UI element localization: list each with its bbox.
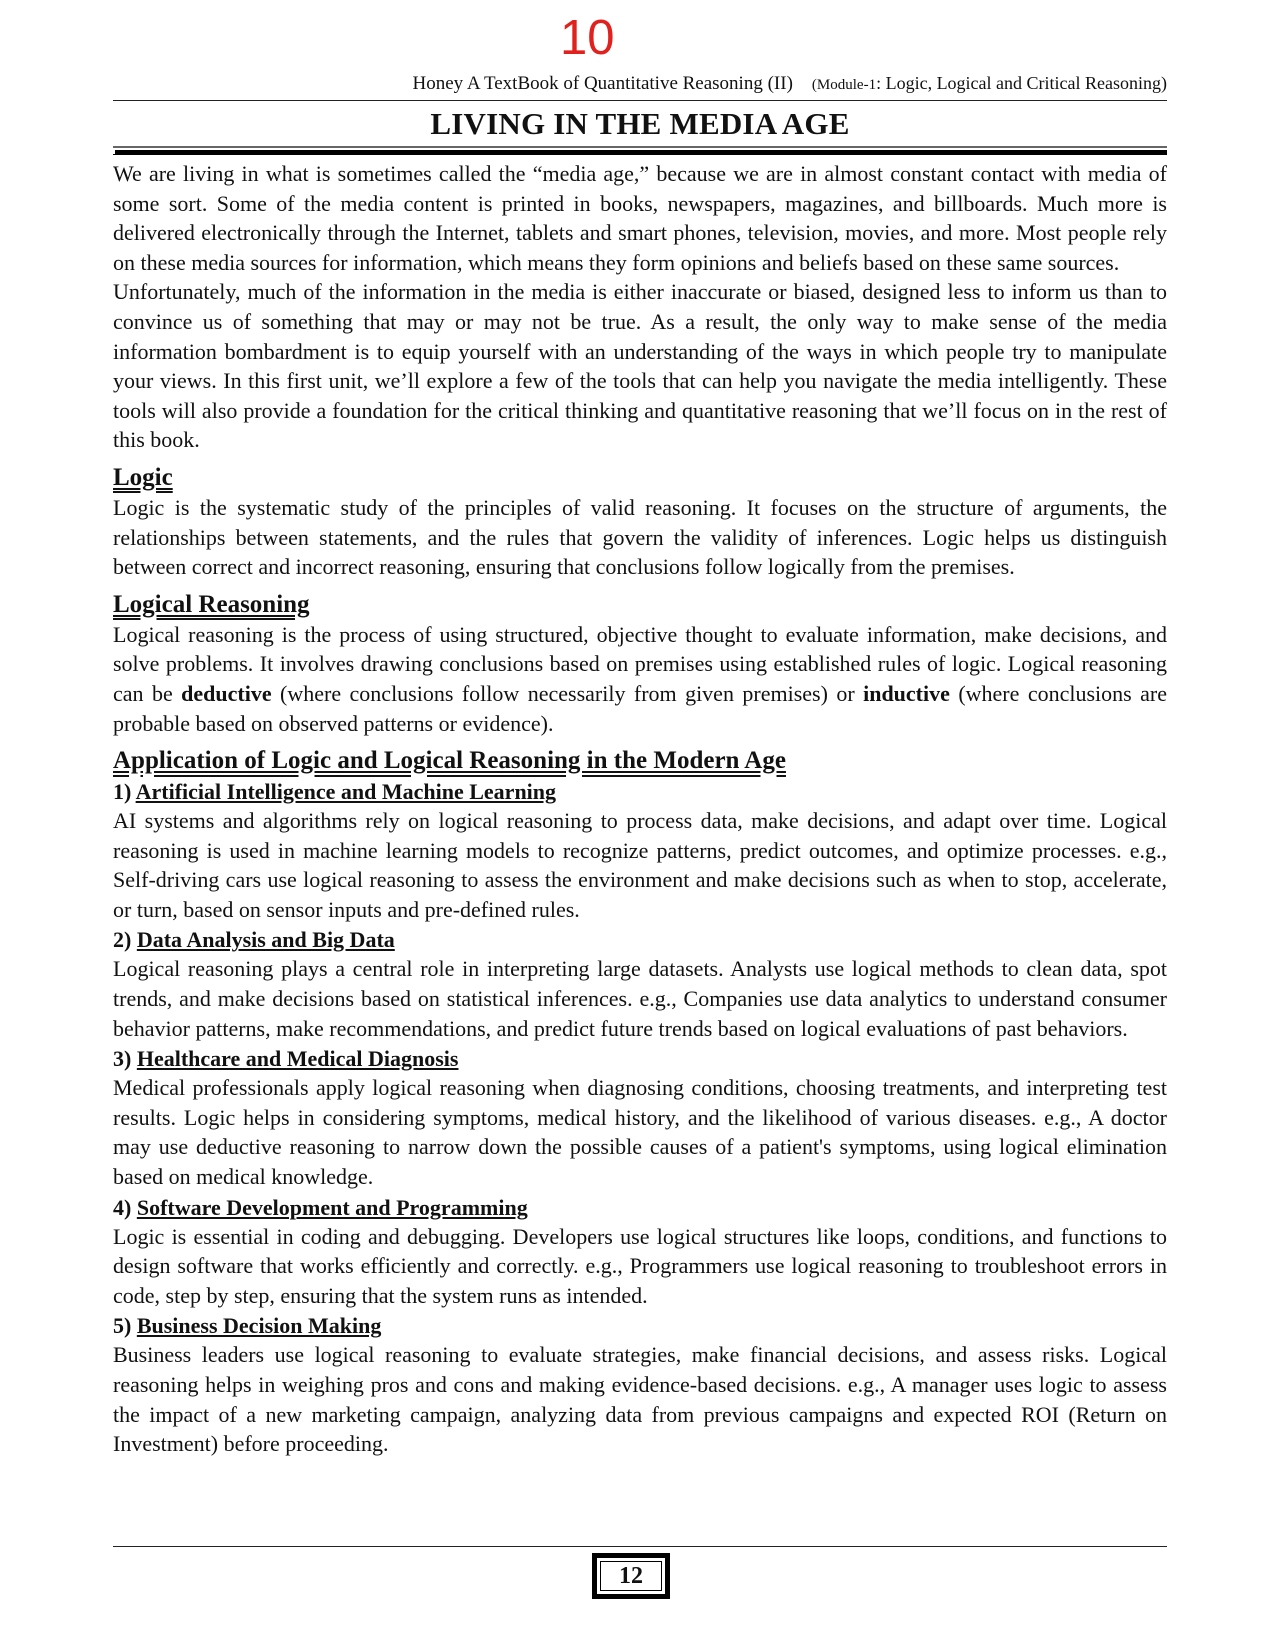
application-heading: 4) Software Development and Programming xyxy=(113,1194,528,1220)
page-content xyxy=(113,159,1167,1459)
application-item xyxy=(113,777,1167,924)
module-number: Module-1 xyxy=(816,77,877,93)
page-number-box xyxy=(592,1553,670,1599)
logical-reasoning-section xyxy=(113,585,1167,738)
intro-paragraph-1: We are living in what is sometimes called the “media age,” because we are in almost constant contact with media of some sort. Some of the media content is printed in books, newspapers, magazines, and billboards. Much more is delivered electronically through the Internet, tablets and smart phones, television, movies, and more. Most people rely on these media sources for information, which means they form opinions and beliefs based on these same sources. xyxy=(113,161,1167,275)
application-item xyxy=(113,1193,1167,1311)
application-body: AI systems and algorithms rely on logical reasoning to process data, make decisions, and adapt over time. Logical reasoning is used in machine learning models to recognize patterns, predict outcomes, and optimize processes. e.g., Self-driving cars use logical reasoning to assess the environment and make decisions such as when to stop, accelerate, or turn, based on sensor inputs and pre-defined rules. xyxy=(113,808,1167,922)
logic-body: Logic is the systematic study of the principles of valid reasoning. It focuses on the structure of arguments, the relationships between statements, and the rules that govern the validity of inferences. Logic helps us distinguish between correct and incorrect reasoning, ensuring that conclusions follow logically from the premises. xyxy=(113,494,1167,580)
application-item xyxy=(113,925,1167,1043)
deductive-term: deductive xyxy=(181,680,272,706)
application-heading: 1) Artificial Intelligence and Machine Learning xyxy=(113,779,557,805)
title-divider xyxy=(113,146,1167,155)
chapter-number: 10 xyxy=(560,11,615,65)
running-header xyxy=(113,74,1167,95)
application-body: Logical reasoning plays a central role in interpreting large datasets. Analysts use logical methods to clean data, spot trends, and make decisions based on statistical inferences. e.g., Companies use data analytics to understand consumer behavior patterns, make recommendations, and predict future trends based on logical evaluations of past behaviors. xyxy=(113,956,1167,1041)
application-heading: 2) Data Analysis and Big Data xyxy=(113,927,395,953)
logical-reasoning-heading: Logical Reasoning xyxy=(113,590,310,618)
application-body: Business leaders use logical reasoning to evaluate strategies, make financial decisions, and assess risks. Logical reasoning helps in weighing pros and cons and making evidence-based decisions. e.g., A manager uses logic to assess the impact of a new marketing campaign, analyzing data from previous campaigns and expected ROI (Return on Investment) before proceeding. xyxy=(113,1342,1167,1457)
footer-divider xyxy=(113,1546,1167,1547)
applications-section xyxy=(113,741,1167,1459)
module-label: (Module-1: Logic, Logical and Critical Reasoning) xyxy=(811,73,1167,93)
application-body: Medical professionals apply logical reasoning when diagnosing conditions, choosing treatments, and interpreting test results. Logic helps in considering symptoms, medical history, and the likelihood of various diseases. e.g., A doctor may use deductive reasoning to narrow down the possible causes of a patient's symptoms, using logical elimination based on medical knowledge. xyxy=(113,1075,1167,1190)
application-heading: 5) Business Decision Making xyxy=(113,1313,382,1339)
page-number: 12 xyxy=(600,1561,662,1591)
logic-heading: Logic xyxy=(113,463,173,491)
intro-paragraph-2: Unfortunately, much of the information in the media is either inaccurate or biased, designed less to inform us than to convince us of something that may or may not be true. As a result, the only way to make sense of the media information bombardment is to equip yourself with an understanding of the ways in which people try to manipulate your views. In this first unit, we’ll explore a few of the tools that can help you navigate the media intelligently. These tools will also provide a foundation for the critical thinking and quantitative reasoning that we’ll focus on in the rest of this book. xyxy=(113,279,1167,453)
module-title: : Logic, Logical and Critical Reasoning) xyxy=(876,73,1167,93)
book-title: Honey A TextBook of Quantitative Reasoning (II) xyxy=(412,73,793,94)
application-body: Logic is essential in coding and debugging. Developers use logical structures like loops, conditions, and functions to design software that works efficiently and correctly. e.g., Programmers use logical reasoning to troubleshoot errors in code, step by step, ensuring that the system runs as intended. xyxy=(113,1223,1167,1308)
application-item xyxy=(113,1044,1167,1191)
logical-reasoning-body: Logical reasoning is the process of using structured, objective thought to evaluate information, make decisions, and solve problems. It involves drawing conclusions based on premises using established rules of logic. Logical reasoning can be deductive (where conclusions follow necessarily from given premises) or inductive (where conclusions are probable based on observed patterns or evidence). xyxy=(113,621,1167,736)
application-heading: 3) Healthcare and Medical Diagnosis xyxy=(113,1046,459,1072)
intro-section xyxy=(113,159,1167,455)
inductive-term: inductive xyxy=(863,680,950,706)
page-title: LIVING IN THE MEDIA AGE xyxy=(430,106,850,141)
application-item xyxy=(113,1311,1167,1458)
logic-section xyxy=(113,458,1167,582)
header-divider xyxy=(113,100,1167,101)
applications-heading: Application of Logic and Logical Reasoning in the Modern Age xyxy=(113,747,786,775)
